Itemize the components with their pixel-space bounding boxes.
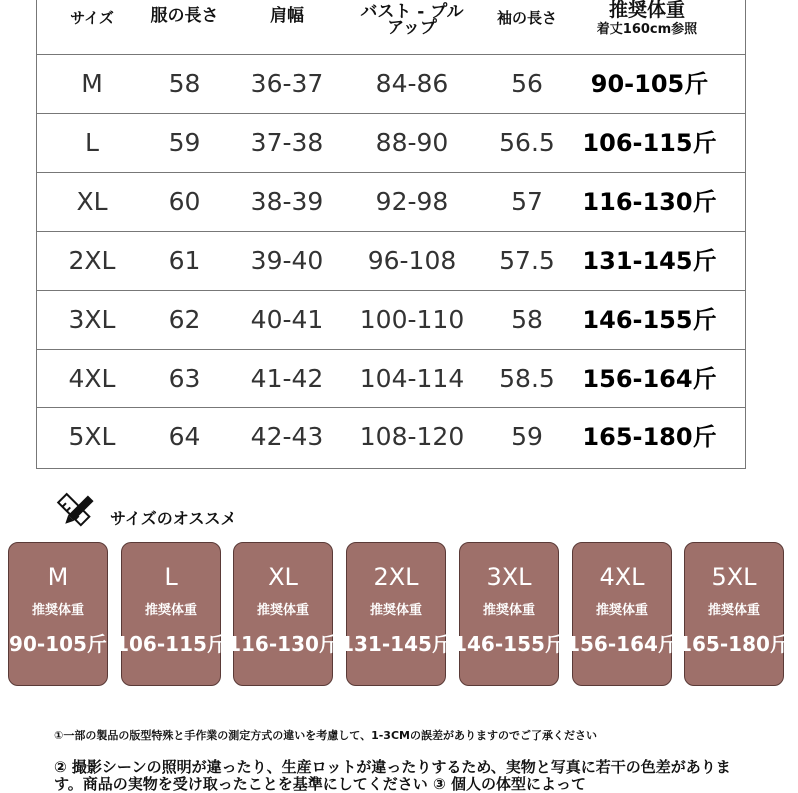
cell-size: M xyxy=(81,69,103,98)
cell-weight: 165-180斤 xyxy=(582,423,717,452)
cell-length: 62 xyxy=(168,304,201,334)
cell-sleeve: 59 xyxy=(511,422,543,452)
row-divider xyxy=(37,113,745,114)
card-weight: 165-180斤 xyxy=(678,632,790,656)
row-divider xyxy=(37,349,745,350)
cell-shoulder: 41-42 xyxy=(250,363,324,393)
cell-sleeve: 58.5 xyxy=(499,363,555,393)
cell-weight: 116-130斤 xyxy=(582,187,717,216)
size-card xyxy=(678,542,790,686)
cell-weight: 106-115斤 xyxy=(582,128,717,157)
card-label: 推奨体重 xyxy=(482,603,535,618)
card-size: 3XL xyxy=(486,563,532,591)
cell-bust: 104-114 xyxy=(359,363,465,393)
header-bust: バスト - プル アップ xyxy=(360,2,464,38)
cell-shoulder: 40-41 xyxy=(250,304,324,334)
size-card xyxy=(566,542,678,686)
card-label: 推奨体重 xyxy=(256,603,309,618)
cell-size: 2XL xyxy=(68,245,116,275)
card-weight: 90-105斤 xyxy=(9,632,107,656)
cell-weight: 156-164斤 xyxy=(582,364,717,393)
cell-size: XL xyxy=(76,186,108,216)
cell-length: 58 xyxy=(168,69,201,98)
card-size: 2XL xyxy=(373,563,419,591)
cell-shoulder: 42-43 xyxy=(250,422,324,452)
recommend-header xyxy=(56,489,356,533)
cell-sleeve: 57.5 xyxy=(499,245,555,275)
row-divider xyxy=(37,407,745,408)
header-length: 服の長さ xyxy=(150,6,219,26)
row-divider xyxy=(37,290,745,291)
size-table xyxy=(36,0,746,469)
cell-weight: 90-105斤 xyxy=(590,70,709,98)
size-card xyxy=(453,542,565,686)
card-weight: 131-145斤 xyxy=(340,632,452,656)
header-sleeve: 袖の長さ xyxy=(496,9,557,27)
cell-weight: 146-155斤 xyxy=(582,305,717,334)
cell-length: 59 xyxy=(168,127,201,157)
size-card xyxy=(8,542,108,686)
card-size: 4XL xyxy=(599,563,645,591)
card-weight: 116-130斤 xyxy=(227,632,339,656)
cell-length: 64 xyxy=(168,422,201,452)
cell-bust: 96-108 xyxy=(367,245,457,275)
header-shoulder: 肩幅 xyxy=(270,6,304,26)
cell-shoulder: 36-37 xyxy=(250,69,324,98)
note-1: ①一部の製品の版型特殊と手作業の測定方式の違いを考慮して、1-3CMの誤差がありますのでご了承ください xyxy=(54,729,597,742)
cell-size: 5XL xyxy=(68,422,116,452)
card-size: XL xyxy=(268,563,298,591)
card-weight: 106-115斤 xyxy=(115,632,227,656)
card-label: 推奨体重 xyxy=(707,603,760,618)
cell-length: 63 xyxy=(168,363,201,393)
card-label: 推奨体重 xyxy=(369,603,422,618)
header-weight: 推奨体重 着丈160cm参照 xyxy=(596,0,698,37)
card-size: 5XL xyxy=(711,563,757,591)
cell-bust: 88-90 xyxy=(375,127,449,157)
card-label: 推奨体重 xyxy=(31,603,84,618)
cell-sleeve: 56.5 xyxy=(499,127,555,157)
cell-sleeve: 56 xyxy=(511,69,543,98)
cell-bust: 92-98 xyxy=(375,186,449,216)
recommend-title: サイズのオススメ xyxy=(110,509,237,528)
card-weight: 146-155斤 xyxy=(453,632,565,656)
cell-bust: 100-110 xyxy=(359,304,465,334)
card-label: 推奨体重 xyxy=(595,603,648,618)
header-size: サイズ xyxy=(70,9,114,27)
cell-size: L xyxy=(85,127,99,157)
cell-size: 3XL xyxy=(68,304,116,334)
note-2: ② 撮影シーンの照明が違ったり、生産ロットが違ったりするため、実物と写真に若干の色差があります。商品の実物を受け取ったことを基準にしてください ③ 個人の体型によって xyxy=(54,758,731,793)
cell-shoulder: 39-40 xyxy=(250,245,324,275)
size-card xyxy=(115,542,227,686)
cell-bust: 84-86 xyxy=(375,69,449,98)
cell-sleeve: 57 xyxy=(511,186,543,216)
ruler-pencil-icon xyxy=(56,489,100,533)
cell-bust: 108-120 xyxy=(359,422,465,452)
cell-length: 60 xyxy=(168,186,201,216)
row-divider xyxy=(37,231,745,232)
size-card xyxy=(227,542,339,686)
cell-sleeve: 58 xyxy=(511,304,543,334)
cell-size: 4XL xyxy=(68,363,116,393)
row-divider xyxy=(37,172,745,173)
cell-length: 61 xyxy=(168,245,201,275)
card-weight: 156-164斤 xyxy=(566,632,678,656)
card-size: M xyxy=(47,563,69,591)
card-size: L xyxy=(164,563,178,591)
cell-shoulder: 38-39 xyxy=(250,186,324,216)
recommend-cards xyxy=(8,542,798,688)
size-card xyxy=(340,542,452,686)
cell-weight: 131-145斤 xyxy=(582,246,717,275)
cell-shoulder: 37-38 xyxy=(250,127,324,157)
card-label: 推奨体重 xyxy=(144,603,197,618)
